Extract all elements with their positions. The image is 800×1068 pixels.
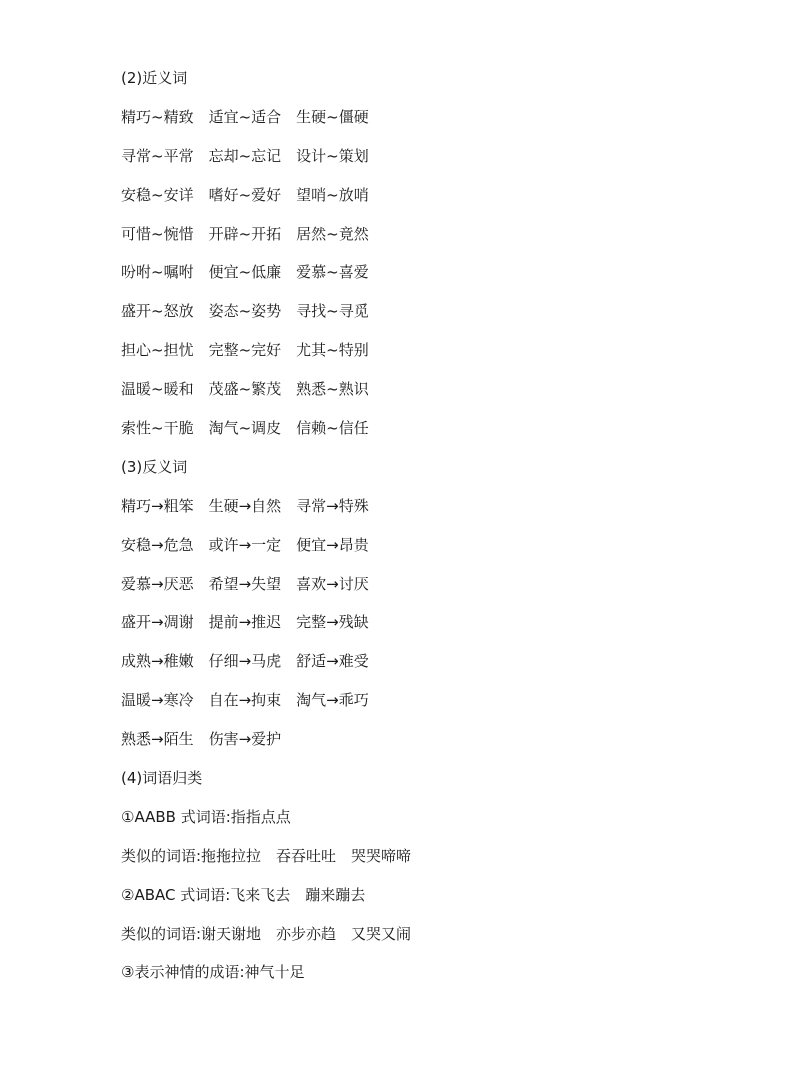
synonym-line: 盛开~怒放 姿态~姿势 寻找~寻觅 bbox=[121, 302, 369, 321]
synonym-line: 安稳~安详 嗜好~爱好 望哨~放哨 bbox=[121, 185, 369, 204]
synonym-line: 可惜~惋惜 开辟~开拓 居然~竟然 bbox=[121, 224, 369, 243]
document-body bbox=[121, 64, 761, 997]
synonym-line: 吩咐~嘱咐 便宜~低廉 爱慕~喜爱 bbox=[121, 263, 369, 282]
synonym-line: 担心~担忧 完整~完好 尤其~特别 bbox=[121, 341, 369, 360]
heading-synonyms: (2)近义词 bbox=[121, 69, 188, 87]
synonym-line: 寻常~平常 忘却~忘记 设计~策划 bbox=[121, 146, 369, 165]
synonym-line: 索性~干脆 淘气~调皮 信赖~信任 bbox=[121, 419, 369, 438]
heading-word-classification: (4)词语归类 bbox=[121, 769, 203, 788]
antonym-line: 爱慕→厌恶 希望→失望 喜欢→讨厌 bbox=[121, 574, 369, 593]
synonym-line: 精巧~精致 适宜~适合 生硬~僵硬 bbox=[121, 107, 369, 126]
aabb-similar-words: 类似的词语:拖拖拉拉 吞吞吐吐 哭哭啼啼 bbox=[121, 846, 412, 865]
aabb-words: ①AABB 式词语:指指点点 bbox=[121, 807, 291, 826]
synonym-line: 温暖~暖和 茂盛~繁茂 熟悉~熟识 bbox=[121, 380, 369, 399]
antonym-line: 精巧→粗笨 生硬→自然 寻常→特殊 bbox=[121, 496, 369, 515]
expression-idioms: ③表示神情的成语:神气十足 bbox=[121, 963, 305, 982]
antonym-line: 安稳→危急 或许→一定 便宜→昂贵 bbox=[121, 535, 369, 554]
abac-similar-words: 类似的词语:谢天谢地 亦步亦趋 又哭又闹 bbox=[121, 924, 412, 943]
antonym-line: 温暖→寒冷 自在→拘束 淘气→乖巧 bbox=[121, 691, 369, 710]
antonym-line: 成熟→稚嫩 仔细→马虎 舒适→难受 bbox=[121, 652, 369, 671]
antonym-line: 盛开→凋谢 提前→推迟 完整→残缺 bbox=[121, 613, 369, 632]
antonym-line: 熟悉→陌生 伤害→爱护 bbox=[121, 730, 282, 749]
abac-words: ②ABAC 式词语:飞来飞去 蹦来蹦去 bbox=[121, 885, 366, 904]
heading-antonyms: (3)反义词 bbox=[121, 457, 188, 476]
